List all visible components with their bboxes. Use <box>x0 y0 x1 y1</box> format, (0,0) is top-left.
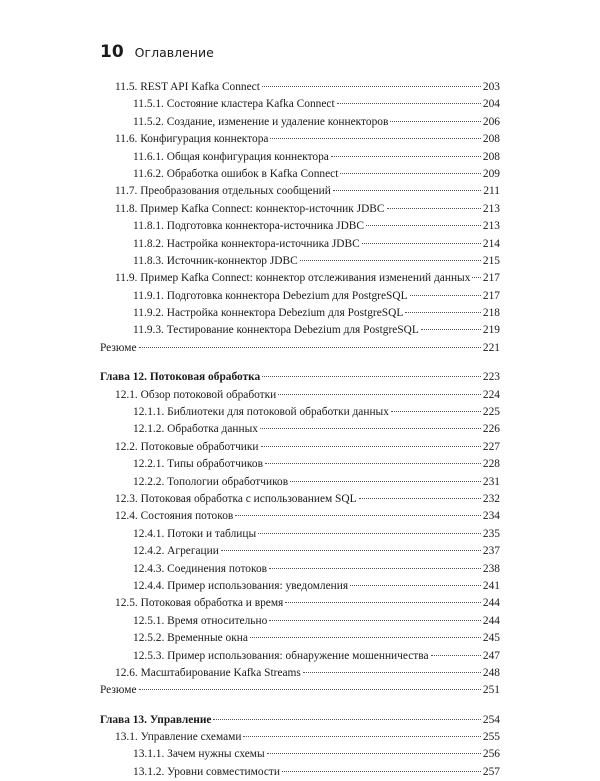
dot-leader <box>265 463 481 464</box>
toc-entry-title: 11.7. Преобразования отдельных сообщений <box>115 185 331 198</box>
toc-entry-title: 12.5.1. Время относительно <box>133 614 268 627</box>
dot-leader <box>421 329 481 330</box>
toc-entry-title: 11.9.3. Тестирование коннектора Debezium для PostgreSQL <box>133 324 419 337</box>
toc-entry-title: 12.2.2. Топологии обработчиков <box>133 475 289 488</box>
toc-entry-title: 11.9.1. Подготовка коннектора Debezium для PostgreSQL <box>133 289 408 302</box>
toc-entry-title: 11.5. REST API Kafka Connect <box>115 81 260 93</box>
toc-entry[interactable] <box>100 764 500 781</box>
toc-entry[interactable] <box>100 79 500 96</box>
toc-entry-title: 11.6.1. Общая конфигурация коннектора <box>133 150 329 163</box>
section-gap <box>100 357 500 369</box>
dot-leader <box>390 121 481 122</box>
toc-entry-page: 227 <box>482 440 500 453</box>
toc-entry-title: 12.1. Обзор потоковой обработки <box>115 388 277 401</box>
toc-entry[interactable] <box>100 96 500 113</box>
toc-entry[interactable] <box>100 236 500 253</box>
toc-entry[interactable] <box>100 613 500 630</box>
toc-entry-page: 213 <box>482 220 500 233</box>
toc-entry-title: 12.4.4. Пример использования: уведомления <box>133 579 349 592</box>
dot-leader <box>472 277 481 278</box>
toc-entry-page: 241 <box>482 579 500 592</box>
toc-entry-page: 244 <box>482 614 500 627</box>
toc-entry[interactable] <box>100 578 500 595</box>
toc-entry-page: 203 <box>482 81 500 93</box>
toc-entry-title: 11.8.3. Источник-коннектор JDBC <box>133 254 298 267</box>
toc-entry-page: 214 <box>482 237 500 250</box>
dot-leader <box>366 225 481 226</box>
toc-entry-title: 12.4.3. Соединения потоков <box>133 562 268 575</box>
toc-entry-page: 255 <box>482 731 500 744</box>
dot-leader <box>387 208 481 209</box>
toc-entry-page: 204 <box>482 98 500 111</box>
toc-entry-page: 247 <box>482 649 500 662</box>
toc-entry-title: 13.1. Управление схемами <box>115 731 242 744</box>
toc-entry-title: 12.4.1. Потоки и таблицы <box>133 527 257 540</box>
dot-leader <box>258 533 481 534</box>
toc-entry[interactable] <box>100 270 500 287</box>
dot-leader <box>269 620 481 621</box>
toc-entry-title: 12.3. Потоковая обработка с использованием SQL <box>115 492 357 505</box>
dot-leader <box>139 347 481 348</box>
toc-entry-page: 219 <box>482 324 500 337</box>
toc-entry-page: 257 <box>482 765 500 778</box>
toc-entry-title: 12.2.1. Типы обработчиков <box>133 458 263 471</box>
toc-entry-page: 221 <box>482 341 500 354</box>
toc-entry[interactable] <box>100 288 500 305</box>
toc-entry-title: 12.4.2. Агрегации <box>133 545 219 558</box>
table-of-contents <box>100 79 500 781</box>
toc-entry[interactable] <box>100 456 500 473</box>
dot-leader <box>285 602 481 603</box>
dot-leader <box>282 771 481 772</box>
toc-entry[interactable] <box>100 404 500 421</box>
toc-entry-title: 11.6. Конфигурация коннектора <box>115 133 269 146</box>
toc-entry-title: 12.5.2. Временные окна <box>133 632 248 645</box>
dot-leader <box>431 655 481 656</box>
toc-entry-page: 235 <box>482 527 500 540</box>
toc-entry[interactable] <box>100 253 500 270</box>
toc-entry[interactable] <box>100 305 500 322</box>
toc-entry-page: 208 <box>482 133 500 146</box>
toc-entry-title: 12.2. Потоковые обработчики <box>115 440 259 453</box>
toc-entry-page: 231 <box>482 475 500 488</box>
dot-leader <box>303 672 481 673</box>
toc-entry-page: 238 <box>482 562 500 575</box>
toc-entry-page: 223 <box>482 371 500 384</box>
toc-entry-page: 251 <box>482 684 500 697</box>
toc-entry[interactable] <box>100 491 500 508</box>
toc-entry[interactable] <box>100 201 500 218</box>
dot-leader <box>359 498 481 499</box>
toc-entry[interactable] <box>100 543 500 560</box>
toc-entry-page: 245 <box>482 632 500 645</box>
toc-entry-title: Резюме <box>100 684 137 697</box>
dot-leader <box>300 260 481 261</box>
dot-leader <box>261 446 481 447</box>
dot-leader <box>278 394 481 395</box>
toc-entry-page: 237 <box>482 545 500 558</box>
toc-entry-page: 217 <box>482 289 500 302</box>
toc-entry[interactable] <box>100 340 500 357</box>
dot-leader <box>410 295 481 296</box>
dot-leader <box>405 312 481 313</box>
toc-entry[interactable] <box>100 166 500 183</box>
toc-entry-title: Глава 12. Потоковая обработка <box>100 371 261 384</box>
toc-entry-page: 232 <box>482 492 500 505</box>
running-head: Оглавление <box>134 45 214 60</box>
toc-entry-title: 12.1.1. Библиотеки для потоковой обработки данных <box>133 406 389 419</box>
toc-entry-title: Резюме <box>100 341 137 354</box>
toc-entry[interactable] <box>100 183 500 200</box>
toc-entry-title: 11.5.2. Создание, изменение и удаление коннекторов <box>133 115 389 128</box>
toc-entry-page: 211 <box>483 185 500 198</box>
toc-entry[interactable] <box>100 561 500 578</box>
dot-leader <box>250 637 481 638</box>
toc-entry-title: 12.5. Потоковая обработка и время <box>115 597 284 610</box>
dot-leader <box>243 736 480 737</box>
toc-entry[interactable] <box>100 131 500 148</box>
toc-entry-title: 12.4. Состояния потоков <box>115 510 234 523</box>
dot-leader <box>362 243 481 244</box>
dot-leader <box>260 428 481 429</box>
toc-entry-title: 13.1.2. Уровни совместимости <box>133 765 280 778</box>
toc-entry[interactable] <box>100 682 500 699</box>
toc-entry-title: 11.6.2. Обработка ошибок в Kafka Connect <box>133 167 339 180</box>
toc-entry-title: 11.8.1. Подготовка коннектора-источника JDBC <box>133 220 365 233</box>
toc-entry[interactable] <box>100 729 500 746</box>
toc-entry[interactable] <box>100 439 500 456</box>
dot-leader <box>267 753 481 754</box>
toc-entry-title: 11.9.2. Настройка коннектора Debezium для PostgreSQL <box>133 307 404 320</box>
page-header <box>100 42 214 64</box>
dot-leader <box>391 411 481 412</box>
toc-entry[interactable] <box>100 114 500 131</box>
toc-entry[interactable] <box>100 665 500 682</box>
dot-leader <box>235 515 481 516</box>
dot-leader <box>350 585 481 586</box>
toc-entry-page: 226 <box>482 423 500 436</box>
dot-leader <box>337 103 481 104</box>
toc-entry-page: 218 <box>482 307 500 320</box>
toc-entry[interactable] <box>100 526 500 543</box>
dot-leader <box>213 719 480 720</box>
toc-entry-page: 244 <box>482 597 500 610</box>
toc-entry-page: 248 <box>482 666 500 679</box>
toc-chapter-entry[interactable] <box>100 369 500 386</box>
toc-entry-page: 224 <box>482 388 500 401</box>
toc-entry-page: 213 <box>482 202 500 215</box>
dot-leader <box>262 376 481 377</box>
toc-entry-page: 234 <box>482 510 500 523</box>
toc-entry-page: 206 <box>482 115 500 128</box>
section-gap <box>100 700 500 712</box>
toc-entry[interactable] <box>100 421 500 438</box>
dot-leader <box>331 156 481 157</box>
dot-leader <box>269 568 481 569</box>
dot-leader <box>139 689 481 690</box>
toc-entry-title: 13.1.1. Зачем нужны схемы <box>133 748 265 761</box>
dot-leader <box>270 138 480 139</box>
toc-entry[interactable] <box>100 322 500 339</box>
toc-entry-page: 208 <box>482 150 500 163</box>
dot-leader <box>340 173 481 174</box>
toc-entry-title: 11.5.1. Состояние кластера Kafka Connect <box>133 98 335 111</box>
toc-entry-title: 11.9. Пример Kafka Connect: коннектор отслеживания изменений данных <box>115 272 471 285</box>
dot-leader <box>262 86 481 87</box>
toc-entry-page: 225 <box>482 406 500 419</box>
toc-entry-title: 11.8. Пример Kafka Connect: коннектор-источник JDBC <box>115 202 385 215</box>
toc-entry[interactable] <box>100 218 500 235</box>
toc-entry[interactable] <box>100 508 500 525</box>
dot-leader <box>290 481 481 482</box>
toc-entry[interactable] <box>100 387 500 404</box>
toc-entry[interactable] <box>100 630 500 647</box>
toc-entry-page: 254 <box>482 713 500 726</box>
toc-entry-page: 256 <box>482 748 500 761</box>
toc-entry[interactable] <box>100 149 500 166</box>
toc-entry[interactable] <box>100 595 500 612</box>
toc-entry-title: 11.8.2. Настройка коннектора-источника JDBC <box>133 237 360 250</box>
toc-entry[interactable] <box>100 648 500 665</box>
toc-entry-title: Глава 13. Управление <box>100 713 212 726</box>
toc-entry-page: 217 <box>482 272 500 285</box>
toc-entry-page: 228 <box>482 458 500 471</box>
toc-entry-title: 12.6. Масштабирование Kafka Streams <box>115 666 301 679</box>
dot-leader <box>221 550 481 551</box>
toc-chapter-entry[interactable] <box>100 712 500 729</box>
toc-entry-page: 215 <box>482 254 500 267</box>
toc-entry-page: 209 <box>482 167 500 180</box>
toc-entry-title: 12.1.2. Обработка данных <box>133 423 258 436</box>
page-number: 10 <box>100 42 124 62</box>
toc-entry[interactable] <box>100 746 500 763</box>
toc-entry[interactable] <box>100 474 500 491</box>
toc-entry-title: 12.5.3. Пример использования: обнаружение мошенничества <box>133 649 429 662</box>
dot-leader <box>333 190 481 191</box>
